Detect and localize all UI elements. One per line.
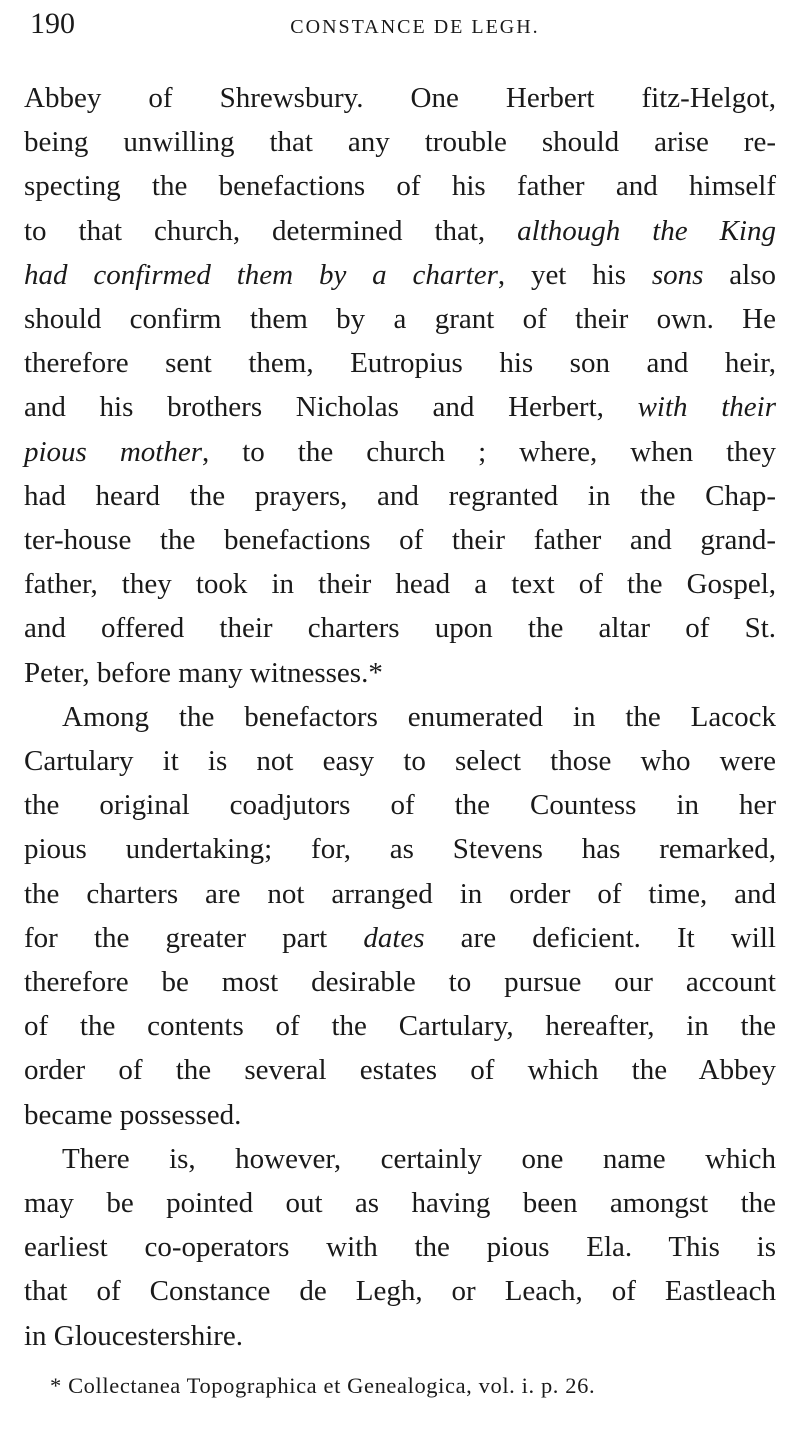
footnote: * Collectanea Topographica et Genealogica, vol. i. p. 26. <box>50 1373 596 1398</box>
text-line <box>24 916 776 960</box>
text-line: Cartulary it is not easy to select those who were <box>24 745 776 778</box>
text-run: are deficient. It will <box>424 921 776 954</box>
text-line: earliest co-operators with the pious Ela. This is <box>24 1231 776 1264</box>
text-line: should confirm them by a grant of their own. He <box>24 303 776 336</box>
text-line <box>24 209 776 253</box>
text-run: and his brothers Nicholas and Herbert, <box>24 391 638 424</box>
body-text <box>24 76 776 1358</box>
text-line: order of the several estates of which the Abbey <box>24 1054 776 1087</box>
text-run: for the greater part <box>24 921 364 954</box>
text-line: being unwilling that any trouble should arise re- <box>24 126 776 159</box>
italic-run: pious mother <box>24 435 202 468</box>
text-line: pious undertaking; for, as Stevens has remarked, <box>24 833 776 866</box>
text-line: may be pointed out as having been amongst the <box>24 1187 776 1220</box>
text-line: Abbey of Shrewsbury. One Herbert fitz-Helgot, <box>24 82 776 114</box>
paragraph-2 <box>24 695 776 1137</box>
running-title: CONSTANCE DE LEGH. <box>290 16 540 38</box>
text-run: also <box>703 258 776 291</box>
text-line: that of Constance de Legh, or Leach, of Eastleach <box>24 1275 776 1308</box>
text-line: the original coadjutors of the Countess in her <box>24 789 776 822</box>
text-line: specting the benefactions of his father and himself <box>24 170 776 203</box>
paragraph-1 <box>24 76 776 695</box>
paragraph-3 <box>24 1137 776 1358</box>
text-line: in Gloucestershire. <box>24 1319 244 1352</box>
text-line: became possessed. <box>24 1098 242 1131</box>
text-line <box>24 253 776 297</box>
text-line: of the contents of the Cartulary, hereafter, in the <box>24 1010 776 1043</box>
italic-run: with their <box>637 391 777 424</box>
italic-run: although the King <box>517 214 776 247</box>
text-line: Peter, before many witnesses.* <box>24 656 383 689</box>
italic-run: sons <box>651 258 704 291</box>
text-line: Among the benefactors enumerated in the Lacock <box>62 700 776 733</box>
text-line: had heard the prayers, and regranted in the Chap- <box>24 479 776 512</box>
italic-run: dates <box>363 921 425 954</box>
text-line: therefore sent them, Eutropius his son and heir, <box>24 347 776 380</box>
text-line: the charters are not arranged in order of time, and <box>24 877 776 910</box>
text-line: ter-house the benefactions of their father and grand- <box>24 524 776 557</box>
text-run: to that church, determined that, <box>24 214 518 247</box>
text-line <box>24 385 776 429</box>
text-line: There is, however, certainly one name which <box>62 1142 776 1175</box>
running-head <box>24 4 776 44</box>
text-line: and offered their charters upon the altar of St. <box>24 612 776 645</box>
page-number: 190 <box>30 7 75 40</box>
text-run: , yet his <box>497 258 652 291</box>
text-line: therefore be most desirable to pursue our account <box>24 966 776 999</box>
text-line: father, they took in their head a text of the Gospel, <box>24 568 776 601</box>
text-run: , to the church ; where, when they <box>202 435 777 468</box>
text-line <box>24 430 776 474</box>
italic-run: had confirmed them by a charter <box>24 258 498 291</box>
